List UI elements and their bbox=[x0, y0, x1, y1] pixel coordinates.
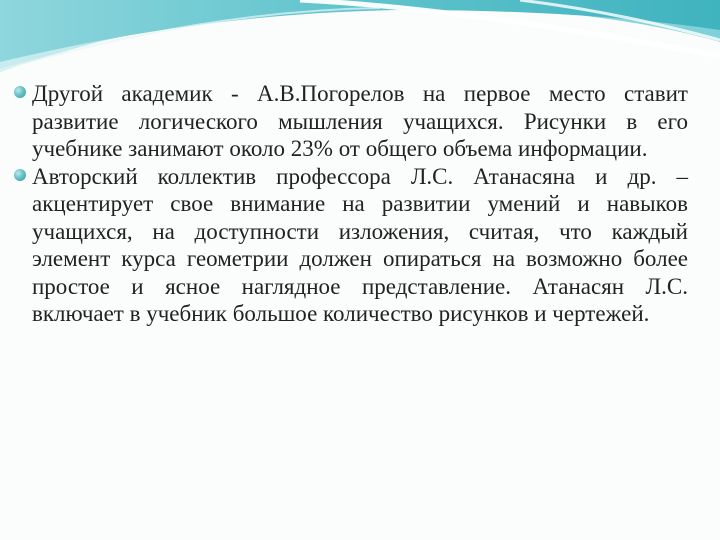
bullet-circle-icon bbox=[14, 86, 26, 98]
bullet-circle-icon bbox=[14, 169, 26, 181]
slide-content bbox=[12, 80, 688, 328]
bullet-text: Другой академик - А.В.Погорелов на первое место ставит развитие логического мышления учащихся. Рисунки в его учебнике занимают около 23% от общего объема информации. bbox=[32, 81, 688, 161]
bullet-text: Авторский коллектив профессора Л.С. Атанасяна и др. – акцентирует свое внимание на развитии умений и навыков учащихся, на доступности изложения, считая, что каждый элемент курса геометрии должен опираться на возможно более простое и ясное наглядное представление. Атанасян Л.С. включает в учебник большое количество рисунков и чертежей. bbox=[32, 163, 688, 326]
bullet-item-atanasyan bbox=[12, 163, 688, 328]
header-wave-decoration bbox=[0, 0, 720, 90]
bullet-list bbox=[12, 80, 688, 328]
bullet-item-pogorelov bbox=[12, 80, 688, 163]
